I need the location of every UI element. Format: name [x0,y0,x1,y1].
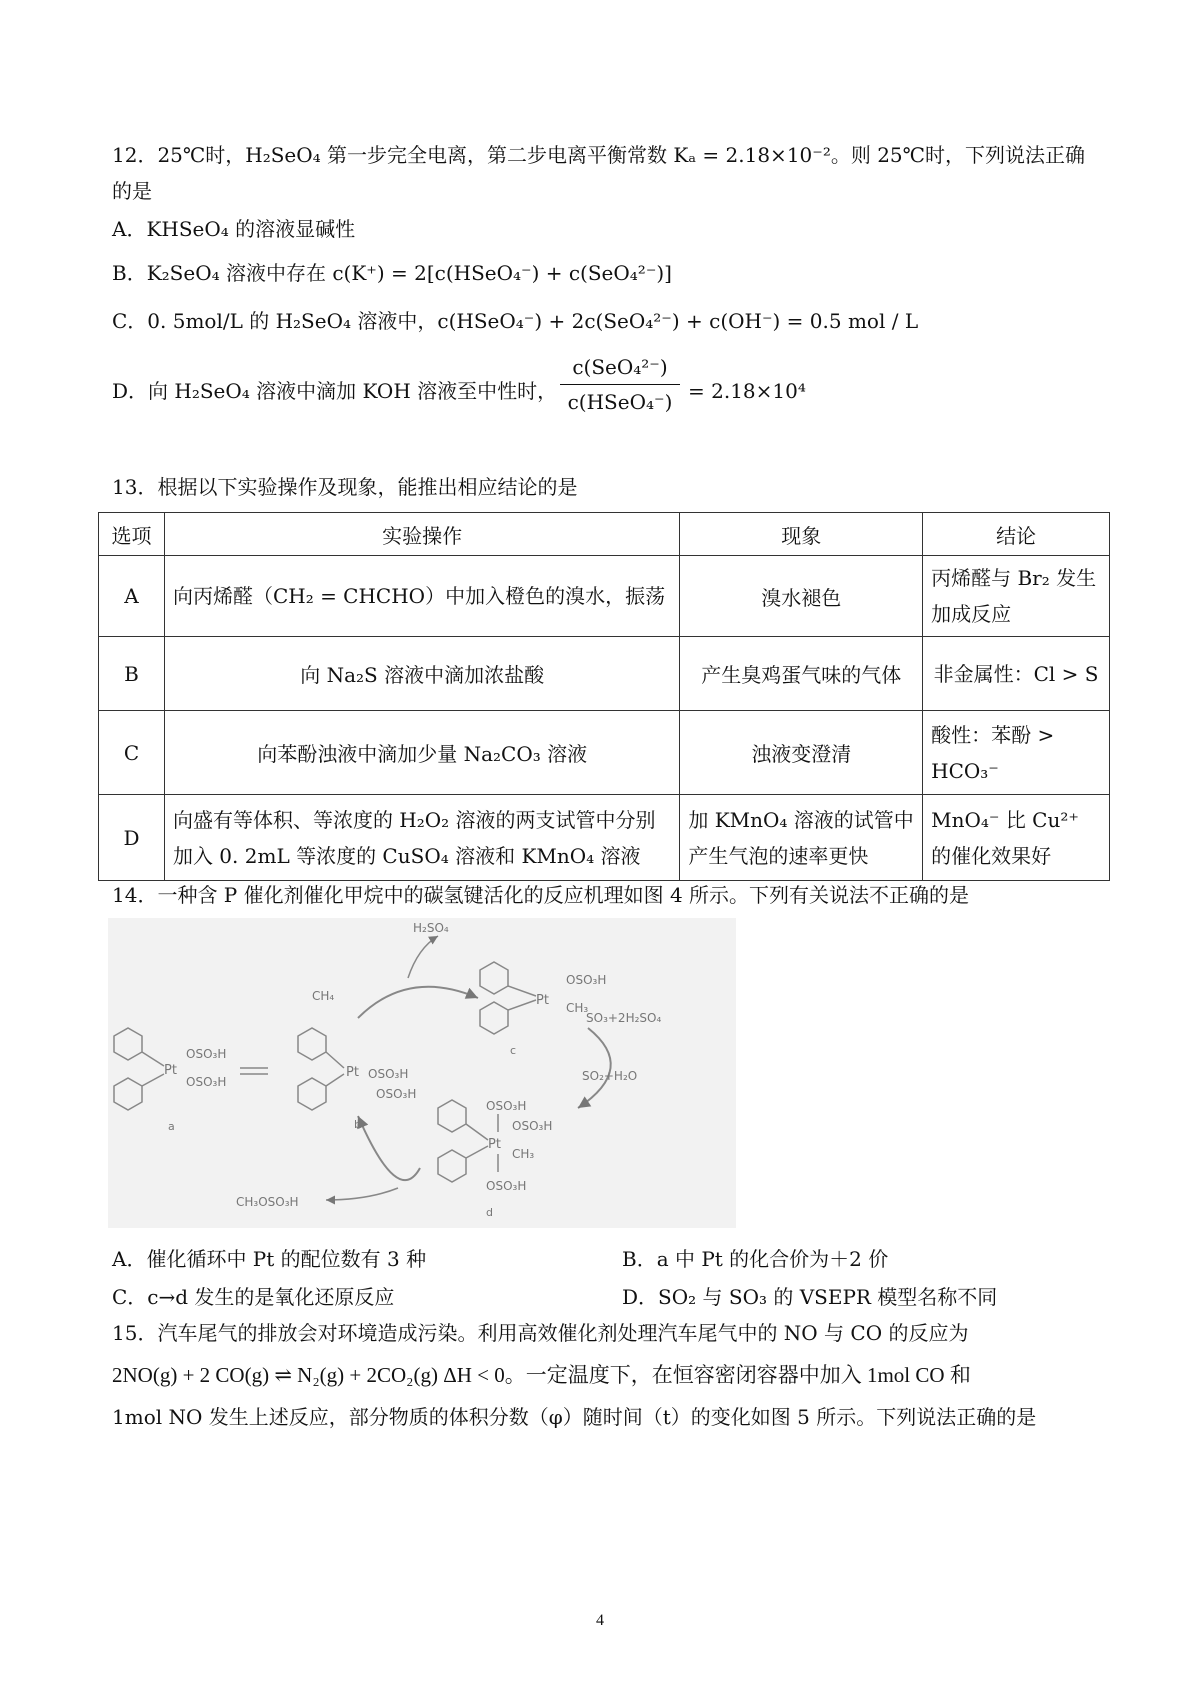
row-conclusion: 丙烯醛与 Br₂ 发生加成反应 [923,556,1110,637]
table-row [99,795,1110,881]
svg-text:a: a [168,1120,175,1133]
svg-text:OSO₃H: OSO₃H [566,973,607,987]
row-phenomenon: 浊液变澄清 [680,711,923,795]
row-conclusion: 酸性：苯酚 > HCO₃⁻ [923,711,1110,795]
q12-fraction-numerator: c(SeO₄²⁻) [572,355,668,379]
header-conclusion: 结论 [923,513,1110,556]
q13-stem: 13．根据以下实验操作及现象，能推出相应结论的是 [112,475,578,499]
q15-line3: 1mol NO 发生上述反应，部分物质的体积分数（φ）随时间（t）的变化如图 5 所示。下列说法正确的是 [112,1405,1037,1429]
header-operation: 实验操作 [164,513,679,556]
catalytic-cycle-figure [108,918,736,1228]
row-operation: 向 Na₂S 溶液中滴加浓盐酸 [164,637,679,711]
label-ch3oso3h: CH₃OSO₃H [236,1195,299,1209]
arrow-ch3oso3h-out [326,1188,398,1200]
row-option: A [99,556,165,637]
page-number: 4 [596,1612,604,1629]
svg-text:CH₃: CH₃ [512,1147,535,1161]
header-phenomenon: 现象 [680,513,923,556]
svg-text:OSO₃H: OSO₃H [186,1075,227,1089]
svg-text:OSO₃H: OSO₃H [368,1067,409,1081]
row-operation: 向盛有等体积、等浓度的 H₂O₂ 溶液的两支试管中分别加入 0. 2mL 等浓度的 CuSO₄ 溶液和 KMnO₄ 溶液 [164,795,679,881]
row-option: B [99,637,165,711]
table-row [99,556,1110,637]
row-operation: 向苯酚浊液中滴加少量 Na₂CO₃ 溶液 [164,711,679,795]
svg-text:Pt: Pt [164,1063,177,1078]
row-phenomenon: 产生臭鸡蛋气味的气体 [680,637,923,711]
arrow-bottom [358,1116,420,1180]
complex-b [298,1028,416,1131]
q12-option-d-prefix: D．向 H₂SeO₄ 溶液中滴加 KOH 溶液至中性时， [112,379,558,403]
svg-text:OSO₃H: OSO₃H [486,1099,527,1113]
svg-text:Pt: Pt [346,1065,359,1080]
q12-fraction [560,352,680,417]
fraction-bar [560,384,680,385]
row-conclusion: MnO₄⁻ 比 Cu²⁺ 的催化效果好 [923,795,1110,881]
arrow-top [358,987,478,1018]
q15-line1: 15．汽车尾气的排放会对环境造成污染。利用高效催化剂处理汽车尾气中的 NO 与 CO 的反应为 [112,1321,969,1345]
label-so3: SO₃+2H₂SO₄ [586,1011,662,1025]
label-so2: SO₂+H₂O [582,1069,638,1083]
q14-option-d: D．SO₂ 与 SO₃ 的 VSEPR 模型名称不同 [622,1285,998,1309]
svg-text:CH₃: CH₃ [566,1001,589,1015]
q12-option-d-value: = 2.18×10⁴ [688,379,806,403]
label-ch4: CH₄ [312,989,335,1003]
arrow-h2so4-out [408,936,438,978]
arrow-right [578,1028,611,1108]
table-row [99,711,1110,795]
row-option: D [99,795,165,881]
row-conclusion: 非金属性：Cl > S [923,637,1110,711]
q13-table [98,512,1110,881]
svg-text:c: c [510,1044,517,1057]
q12-line1: 12．25℃时，H₂SeO₄ 第一步完全电离，第二步电离平衡常数 Kₐ = 2.18×10⁻²。则 25℃时，下列说法正确 [112,143,1086,167]
row-phenomenon: 溴水褪色 [680,556,923,637]
row-operation: 向丙烯醛（CH₂ = CHCHO）中加入橙色的溴水，振荡 [164,556,679,637]
svg-text:Pt: Pt [488,1137,501,1152]
q14-option-a: A．催化循环中 Pt 的配位数有 3 种 [112,1247,427,1271]
row-phenomenon: 加 KMnO₄ 溶液的试管中产生气泡的速率更快 [680,795,923,881]
q14-option-b: B．a 中 Pt 的化合价为＋2 价 [622,1247,889,1271]
catalytic-cycle-svg [108,918,736,1228]
table-row [99,637,1110,711]
q12-option-c: C．0. 5mol/L 的 H₂SeO₄ 溶液中，c(HSeO₄⁻) + 2c(SeO₄²⁻) + c(OH⁻) = 0.5 mol / L [112,309,919,333]
svg-text:OSO₃H: OSO₃H [186,1047,227,1061]
header-option: 选项 [99,513,165,556]
complex-d [438,1099,552,1219]
svg-text:b: b [354,1118,361,1131]
svg-text:Pt: Pt [536,993,549,1008]
q14-stem: 14．一种含 P 催化剂催化甲烷中的碳氢键活化的反应机理如图 4 所示。下列有关说法不正确的是 [112,883,970,907]
svg-text:OSO₃H: OSO₃H [512,1119,553,1133]
svg-text:OSO₃H: OSO₃H [376,1087,417,1101]
table-header-row [99,513,1110,556]
q15-line2: 2NO(g) + 2 CO(g) ⇌ N₂(g) + 2CO₂(g) ΔH < 0。一定温度下，在恒容密闭容器中加入 1mol CO 和 [112,1363,971,1387]
complex-c [480,962,606,1057]
label-h2so4: H₂SO₄ [413,921,449,935]
svg-text:d: d [486,1206,493,1219]
row-option: C [99,711,165,795]
q12-line2: 的是 [112,179,152,203]
q14-option-c: C．c→d 发生的是氧化还原反应 [112,1285,395,1309]
q12-option-a: A．KHSeO₄ 的溶液显碱性 [112,217,356,241]
q12-fraction-denominator: c(HSeO₄⁻) [567,390,673,414]
complex-a [114,1028,226,1133]
svg-text:OSO₃H: OSO₃H [486,1179,527,1193]
q12-option-b: B．K₂SeO₄ 溶液中存在 c(K⁺) = 2[c(HSeO₄⁻) + c(SeO₄²⁻)] [112,261,672,285]
